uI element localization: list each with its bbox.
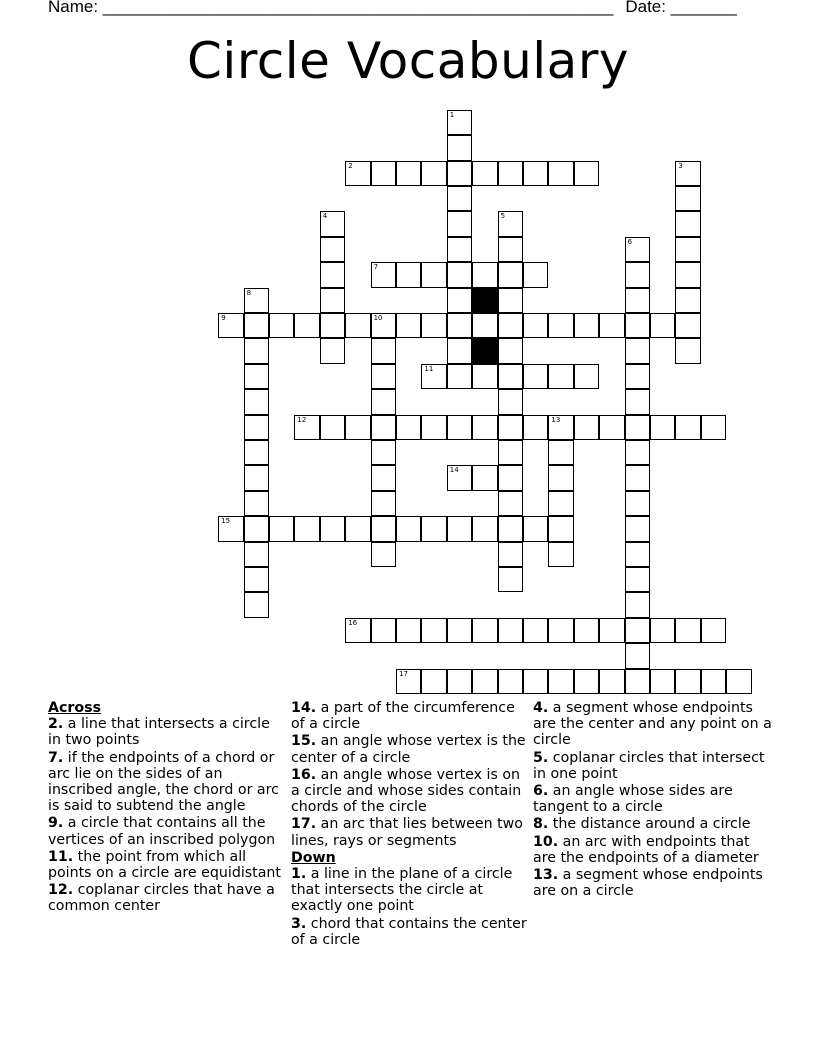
grid-cell[interactable] [218,516,243,541]
grid-cell[interactable] [523,669,548,694]
clue-number: 9 [221,314,226,322]
grid-cell[interactable] [625,465,650,490]
clue-down-8: 8. the distance around a circle [533,816,751,833]
grid-cell[interactable] [548,364,573,389]
clues-column-2 [291,700,527,949]
grid-cell[interactable] [244,338,269,363]
grid-cell[interactable] [599,669,624,694]
grid-cell[interactable] [675,262,700,287]
grid-cell[interactable] [371,542,396,567]
grid-cell[interactable] [244,542,269,567]
grid-cell[interactable] [548,491,573,516]
clue-down-4: 4. a segment whose endpoints are the center and any point on a circle [533,700,772,749]
grid-cell[interactable] [320,262,345,287]
grid-cell[interactable] [498,338,523,363]
grid-cell[interactable] [523,364,548,389]
grid-cell[interactable] [498,669,523,694]
across-heading: Across [48,700,102,716]
grid-cell[interactable] [371,415,396,440]
grid-cell[interactable] [625,542,650,567]
clue-number: 1 [449,110,455,119]
grid-cell[interactable] [447,262,472,287]
grid-cell[interactable] [650,415,675,440]
grid-cell[interactable] [599,618,624,643]
grid-cell[interactable] [498,415,523,440]
grid-cell[interactable] [498,465,523,490]
grid-cell[interactable] [421,669,446,694]
clue-number: 14 [449,466,459,475]
grid-cell[interactable] [548,465,573,490]
grid-cell[interactable] [548,542,573,567]
grid-cell[interactable] [371,313,396,338]
grid-cell[interactable] [498,618,523,643]
clue-number: 6 [627,237,633,246]
grid-cell[interactable] [447,618,472,643]
grid-cell[interactable] [396,516,421,541]
grid-cell[interactable] [650,313,675,338]
grid-cell[interactable] [625,491,650,516]
grid-cell[interactable] [498,211,523,236]
grid-cell[interactable] [371,338,396,363]
grid-cell[interactable] [472,262,497,287]
grid-cell[interactable] [320,288,345,313]
grid-cell[interactable] [472,313,497,338]
grid-cell[interactable] [675,186,700,211]
grid-cell[interactable] [320,237,345,262]
grid-cell[interactable] [625,440,650,465]
grid-cell[interactable] [421,618,446,643]
grid-cell[interactable] [523,618,548,643]
grid-cell[interactable] [498,364,523,389]
grid-cell[interactable] [574,313,599,338]
grid-cell[interactable] [498,567,523,592]
grid-cell[interactable] [599,313,624,338]
grid-cell[interactable] [269,313,294,338]
clues-column-1 [48,700,284,916]
grid-cell[interactable] [421,161,446,186]
grid-cell[interactable] [548,618,573,643]
grid-cell[interactable] [371,161,396,186]
clue-down-3: 3. chord that contains the center of a circle [291,915,527,948]
grid-cell[interactable] [701,618,726,643]
clue-across-9: 9. a circle that contains all the vertices of an inscribed polygon [48,815,276,848]
clue-number: 4 [322,212,328,221]
grid-cell[interactable] [421,364,446,389]
grid-cell[interactable] [345,415,370,440]
grid-cell[interactable] [675,237,700,262]
grid-cell[interactable] [396,618,421,643]
grid-cell[interactable] [523,313,548,338]
clue-across-14: 14. a part of the circumference of a circle [291,700,515,733]
grid-cell[interactable] [625,669,650,694]
grid-cell[interactable] [396,313,421,338]
grid-cell[interactable] [345,618,370,643]
grid-cell[interactable] [701,415,726,440]
clue-across-11: 11. the point from which all points on a circle are equidistant [48,848,281,882]
black-cell [472,338,497,363]
down-heading: Down [291,849,336,866]
name-field[interactable]: Name: ______________________________________________________ [48,0,614,16]
grid-cell[interactable] [447,186,472,211]
grid-cell[interactable] [244,389,269,414]
grid-cell[interactable] [244,288,269,313]
clue-down-13: 13. a segment whose endpoints are on a circle [533,867,763,900]
clue-across-7: 7. if the endpoints of a chord or arc lie on the sides of an inscribed angle, the chord or arc is said to subtend the angle [48,749,279,815]
grid-cell[interactable] [447,465,472,490]
clue-down-10: 10. an arc with endpoints that are the endpoints of a diameter [533,833,759,866]
clue-down-1: 1. a line in the plane of a circle that intersects the circle at exactly one point [291,866,513,915]
grid-cell[interactable] [625,643,650,668]
grid-cell[interactable] [421,313,446,338]
grid-cell[interactable] [269,516,294,541]
grid-cell[interactable] [625,516,650,541]
grid-cell[interactable] [244,465,269,490]
grid-cell[interactable] [498,542,523,567]
grid-cell[interactable] [345,516,370,541]
grid-cell[interactable] [675,338,700,363]
grid-cell[interactable] [447,669,472,694]
grid-cell[interactable] [701,669,726,694]
grid-cell[interactable] [548,516,573,541]
grid-cell[interactable] [548,161,573,186]
grid-cell[interactable] [345,161,370,186]
grid-cell[interactable] [294,313,319,338]
grid-cell[interactable] [421,516,446,541]
clue-number: 13 [551,415,561,424]
grid-cell[interactable] [447,161,472,186]
grid-cell[interactable] [472,465,497,490]
clues-column-3 [533,700,773,900]
grid-cell[interactable] [574,415,599,440]
grid-cell[interactable] [498,516,523,541]
grid-cell[interactable] [625,415,650,440]
grid-cell[interactable] [371,618,396,643]
grid-cell[interactable] [371,262,396,287]
grid-cell[interactable] [396,161,421,186]
grid-cell[interactable] [294,516,319,541]
clue-across-2: 2. a line that intersects a circle in two points [48,716,270,749]
grid-cell[interactable] [371,516,396,541]
grid-cell[interactable] [523,161,548,186]
grid-cell[interactable] [320,338,345,363]
grid-cell[interactable] [548,313,573,338]
clue-number: 3 [678,161,683,170]
clue-across-15: 15. an angle whose vertex is the center of a circle [291,733,526,766]
grid-cell[interactable] [498,161,523,186]
clue-number: 8 [246,288,252,297]
grid-cell[interactable] [523,415,548,440]
clue-down-5: 5. coplanar circles that intersect in one point [533,749,765,782]
grid-cell[interactable] [447,237,472,262]
grid-cell[interactable] [244,491,269,516]
grid-cell[interactable] [675,211,700,236]
grid-cell[interactable] [523,516,548,541]
grid-cell[interactable] [472,161,497,186]
grid-cell[interactable] [320,313,345,338]
grid-cell[interactable] [650,618,675,643]
grid-cell[interactable] [421,262,446,287]
grid-cell[interactable] [244,364,269,389]
grid-cell[interactable] [523,262,548,287]
grid-cell[interactable] [218,313,243,338]
grid-cell[interactable] [320,516,345,541]
clue-across-12: 12. coplanar circles that have a common center [48,882,275,915]
grid-cell[interactable] [447,110,472,135]
grid-cell[interactable] [371,364,396,389]
grid-cell[interactable] [447,364,472,389]
black-cell [472,288,497,313]
grid-cell[interactable] [472,618,497,643]
clue-number: 15 [221,517,231,526]
grid-cell[interactable] [548,440,573,465]
grid-cell[interactable] [675,288,700,313]
grid-cell[interactable] [244,516,269,541]
grid-cell[interactable] [498,262,523,287]
grid-cell[interactable] [498,440,523,465]
grid-cell[interactable] [421,415,446,440]
clue-number: 5 [500,212,506,221]
grid-cell[interactable] [447,135,472,160]
grid-cell[interactable] [599,415,624,440]
clue-number: 17 [399,669,408,678]
grid-cell[interactable] [244,415,269,440]
date-field[interactable]: Date: _______ [625,0,737,16]
grid-cell[interactable] [625,618,650,643]
grid-cell[interactable] [675,618,700,643]
grid-cell[interactable] [345,313,370,338]
grid-cell[interactable] [371,465,396,490]
grid-cell[interactable] [472,516,497,541]
grid-cell[interactable] [625,592,650,617]
grid-cell[interactable] [675,669,700,694]
grid-cell[interactable] [320,211,345,236]
grid-cell[interactable] [244,592,269,617]
grid-cell[interactable] [625,237,650,262]
grid-cell[interactable] [447,338,472,363]
grid-cell[interactable] [625,389,650,414]
grid-cell[interactable] [548,415,573,440]
grid-cell[interactable] [447,516,472,541]
grid-cell[interactable] [726,669,751,694]
clue-number: 11 [424,364,434,373]
grid-cell[interactable] [625,364,650,389]
grid-cell[interactable] [472,669,497,694]
grid-cell[interactable] [574,669,599,694]
clue-across-17: 17. an arc that lies between two lines, rays or segments [291,816,523,849]
grid-cell[interactable] [371,440,396,465]
grid-cell[interactable] [548,669,573,694]
grid-cell[interactable] [244,313,269,338]
grid-cell[interactable] [574,618,599,643]
clue-number: 16 [348,618,358,627]
clue-number: 2 [348,161,353,170]
grid-cell[interactable] [447,288,472,313]
clue-down-6: 6. an angle whose sides are tangent to a circle [533,783,733,816]
grid-cell[interactable] [498,288,523,313]
grid-cell[interactable] [371,389,396,414]
grid-cell[interactable] [244,440,269,465]
grid-cell[interactable] [625,288,650,313]
grid-cell[interactable] [625,262,650,287]
grid-cell[interactable] [650,669,675,694]
grid-cell[interactable] [294,415,319,440]
grid-cell[interactable] [244,567,269,592]
grid-cell[interactable] [675,161,700,186]
grid-cell[interactable] [675,313,700,338]
page-title: Circle Vocabulary [187,32,629,90]
grid-cell[interactable] [498,491,523,516]
grid-cell[interactable] [625,313,650,338]
grid-cell[interactable] [498,389,523,414]
grid-cell[interactable] [371,491,396,516]
clue-number: 7 [373,263,379,272]
grid-cell[interactable] [574,364,599,389]
grid-cell[interactable] [447,313,472,338]
grid-cell[interactable] [625,567,650,592]
grid-cell[interactable] [396,262,421,287]
clue-number: 10 [373,314,383,322]
grid-cell[interactable] [447,211,472,236]
grid-cell[interactable] [320,415,345,440]
grid-cell[interactable] [498,237,523,262]
grid-cell[interactable] [498,313,523,338]
clue-number: 12 [297,415,307,424]
grid-cell[interactable] [472,364,497,389]
grid-cell[interactable] [574,161,599,186]
grid-cell[interactable] [675,415,700,440]
grid-cell[interactable] [625,338,650,363]
clue-across-16: 16. an angle whose vertex is on a circle and whose sides contain chords of the circle [291,766,522,816]
grid-cell[interactable] [447,415,472,440]
grid-cell[interactable] [396,669,421,694]
grid-cell[interactable] [472,415,497,440]
grid-cell[interactable] [396,415,421,440]
